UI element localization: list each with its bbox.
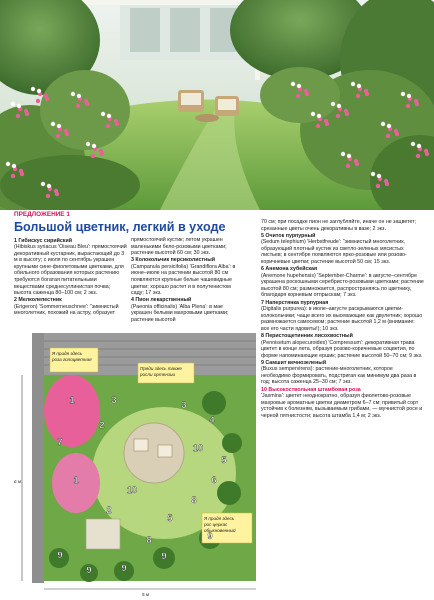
plan-marker-2: 2 <box>99 420 105 430</box>
plant-description: (Buxus sempervirens): растение-многолетник, которое необходимо формировать, подстригая как минимум два раза в год; высота саженца 25–30 см; 7 экз. <box>261 366 417 386</box>
plan-height-dimension: 6 м <box>14 479 21 484</box>
plan-marker-3: 3 <box>181 400 187 410</box>
plant-description: 'Jasmina': цветет неоднократно, образуя фиолетово-розовые махровые ароматные цветки диаметром 6–7 см; привитый сорт устойчив к болезням, вызываемым грибами, — мучнистой росе и черной пятнистости; высота штамба 1,4 м; 2 экз. <box>261 393 423 419</box>
svg-text:росли ортензии: росли ортензии <box>140 372 176 377</box>
plan-marker-9: 9 <box>86 565 92 575</box>
plan-marker-10: 10 <box>192 443 204 453</box>
plan-marker-3: 3 <box>111 395 117 405</box>
plant-description: (Erigeron) 'Sommerneuschnee': "зимнистый многолетник, похожий на астру, образует <box>14 303 119 317</box>
svg-text:Я придя здесь: Я придя здесь <box>52 351 83 356</box>
plant-description: (Sedum telephium) 'Herbstfreude': "зимнистый многолетник, образующий плотный кустик из светло-зеленых мясистых листьев; в сентябре появляются ярко-розовые или розово-коричневые цветки; растение высотой 50 см; 15 экз. <box>261 239 407 265</box>
plan-marker-8: 8 <box>191 495 197 505</box>
plant-description: (Hibiskus syriacus 'Oiseau Bleu': прямостоячий декоративный кустарник, вырастающий до 3 м в высоту; с июля по сентябрь украшен крупными сине-фиолетовыми цветками, для обильного образования которых растению требуются богатая питательными веществами среднесуглинистая почва; высота саженца 80–100 см; 2 экз. <box>14 244 127 297</box>
plant-description: (Campanula persicifolia) 'Grandiflora Alba': в июне–июле на растении высотой 80 см появляются крупные белые чашевидные цветки; хорошо растет и в полутенистом саду; 17 экз. <box>131 263 236 297</box>
plant-heading: 4 Пион лекарственный <box>131 297 192 304</box>
text-column-1 <box>14 237 128 329</box>
plan-marker-4: 4 <box>209 415 215 425</box>
plan-marker-1: 1 <box>69 395 75 405</box>
svg-text:роза голоцветная: роза голоцветная <box>52 357 92 362</box>
plant-description: (Pennisetum alopecuroides) 'Compressum': декоративная трава цветет в конце лета, образуя розово-коричневые соцветия, по форме напоминающие ершик; растение высотой 50–70 см; 9 экз. <box>261 339 423 359</box>
plant-heading: 3 Колокольчик персиколистный <box>131 257 215 264</box>
article-headline: Большой цветник, легкий в уходе <box>14 220 226 234</box>
svg-text:обыкновенный: обыкновенный <box>204 528 236 533</box>
plan-marker-9: 9 <box>121 563 127 573</box>
text-column-2 <box>131 237 245 329</box>
plan-marker-9: 9 <box>207 531 213 541</box>
svg-text:5 м: 5 м <box>142 592 149 597</box>
plan-marker-6: 6 <box>211 475 217 485</box>
plan-marker-5: 5 <box>221 455 227 465</box>
plant-heading: 9 Самшит вечнозеленый <box>261 359 327 366</box>
plant-heading: 1 Гибискус сирийский <box>14 237 72 244</box>
plant-heading: 8 Перистощетинник лисохвостный <box>261 332 353 339</box>
plan-marker-9: 9 <box>161 551 167 561</box>
plant-heading: 5 Очиток пурпурный <box>261 232 316 239</box>
plan-marker-2: 2 <box>106 505 112 515</box>
plan-marker-10: 10 <box>126 485 138 495</box>
plant-description: (Paeonia officinalis) 'Alba Plena': в мае украшен белыми махровыми цветками; растение высотой <box>131 303 229 323</box>
plan-marker-7: 7 <box>57 437 63 447</box>
plan-marker-9: 9 <box>57 550 63 560</box>
svg-text:Я придя здесь: Я придя здесь <box>204 516 235 521</box>
plant-heading: 10 Высокоствольная штамбовая роза <box>261 386 361 393</box>
plant-description: прямостоячий кустик; летом украшен маленькими бело-розовыми цветками; растение высотой 60 см; 30 экз. <box>131 237 227 257</box>
garden-photo <box>0 0 434 210</box>
svg-text:Пряди здесь также: Пряди здесь также <box>140 366 182 371</box>
plant-heading: 7 Наперстянка пурпурная <box>261 299 329 306</box>
plan-marker-5: 5 <box>167 513 173 523</box>
garden-plan <box>14 333 256 598</box>
plant-description: 70 см; при посадке пион не заглубляйте, иначе он не зацветет; срезанные цветы очень декоративны в вазе; 2 экз. <box>261 219 417 232</box>
plant-heading: 2 Мелколепестник <box>14 297 62 304</box>
plant-description: (Anemone hupehensis) 'September-Charme': в августе–сентябре украшена роскошными серебристо-розовыми цветками; растение высотой 80 см; размножается, распространяясь по цветнику, благодаря корневым отпрыскам; 7 экз. <box>261 272 424 299</box>
plan-marker-8: 8 <box>146 535 152 545</box>
plant-description: (Digitalis purpurea): в июле–августе раскрываются цветки-колокольчики; чаще всего их высевающие как двулетник; хорошо размножается самосевом; растение высотой 1,2 м (внимание: все его части ядовиты!); 10 экз. <box>261 306 423 332</box>
text-column-3 <box>261 219 424 597</box>
plant-heading: 6 Анемона хубейская <box>261 266 318 273</box>
svg-text:рос церкас: рос церкас <box>204 522 228 527</box>
plan-marker-1: 1 <box>73 475 79 485</box>
section-kicker: ПРЕДЛОЖЕНИЕ 1 <box>14 211 70 218</box>
